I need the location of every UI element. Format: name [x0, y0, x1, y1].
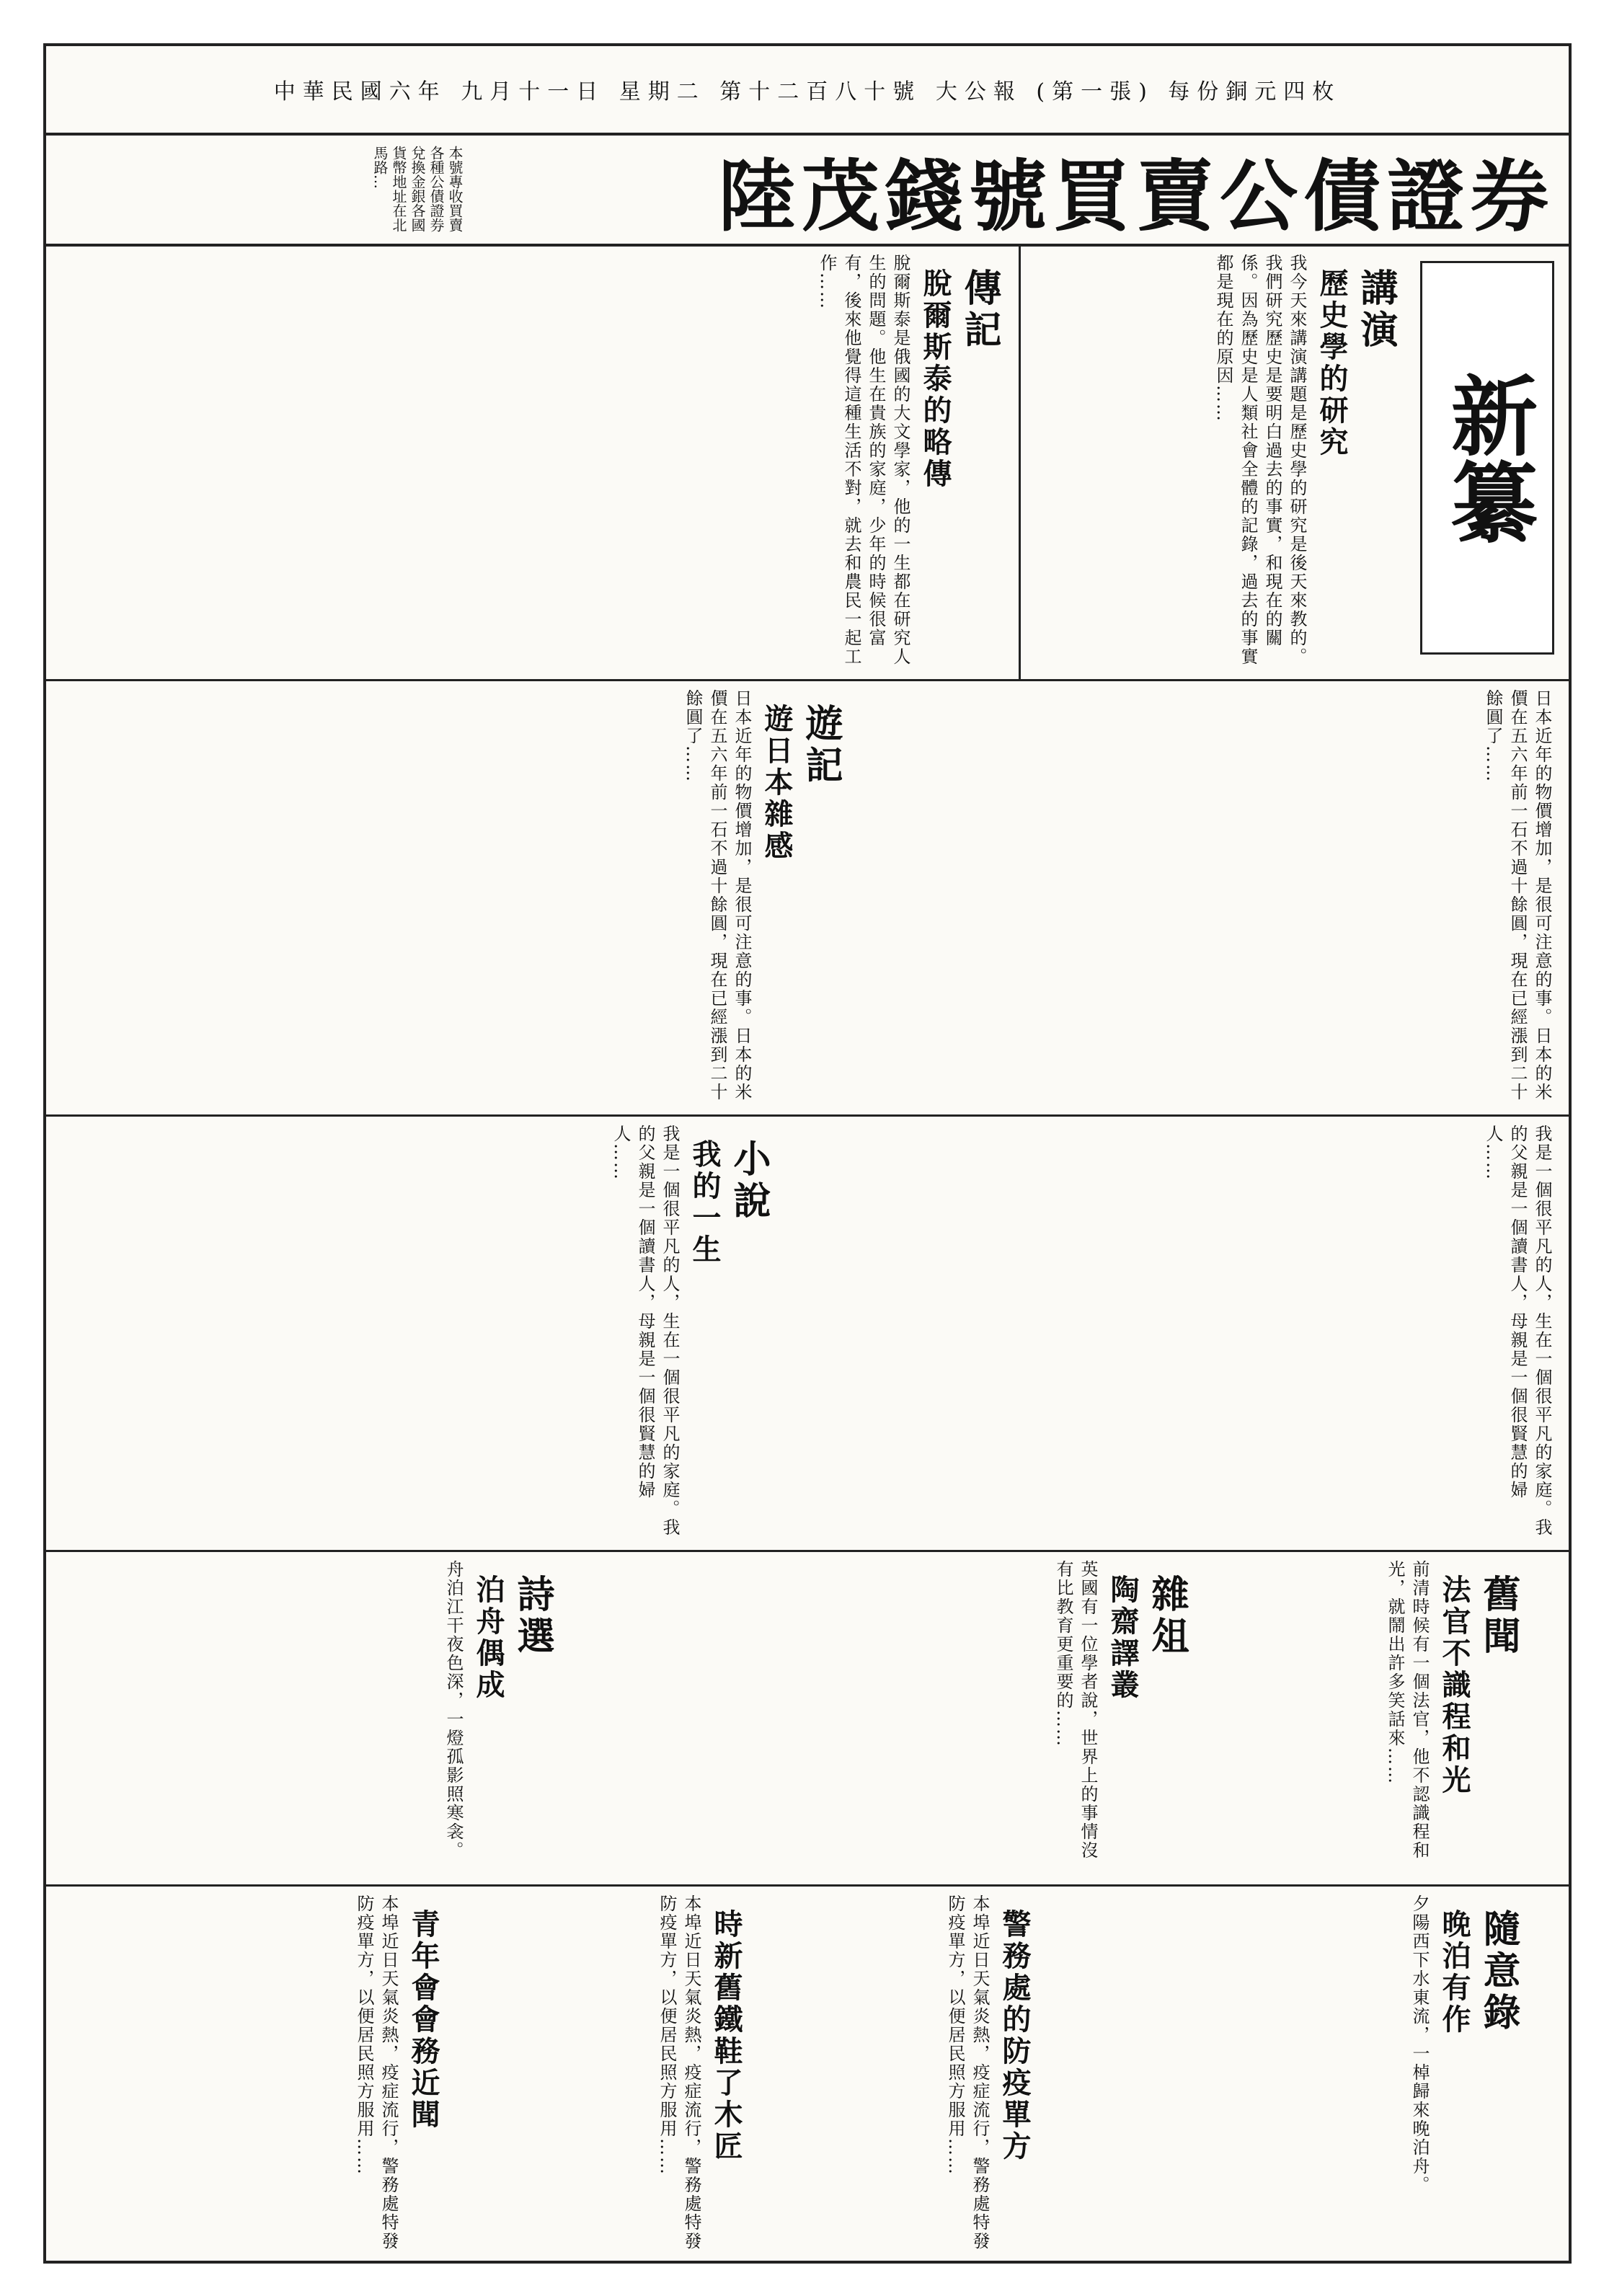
lecture-title: 歷史學的研究 [1315, 268, 1349, 458]
news-body: 前清時候有一個法官，他不認識程和光，就鬧出許多笑話來…… [1385, 1560, 1430, 1860]
novel-body-2: 我是一個很平凡的人，生在一個很平凡的家庭。我的父親是一個讀書人，母親是一個很賢慧的婦人…… [611, 1125, 680, 1537]
notes-body: 夕陽西下水東流，一棹歸來晚泊舟。 [1409, 1894, 1430, 2194]
banner-notes: 本號專收買賣各種公債證券兌換金銀各國貨幣地址在北馬路… [371, 146, 464, 232]
travel-body-2: 日本近年的物價增加，是很可注意的事。日本的米價在五六年前一石不過十餘圓，現在已經漲到二十餘圓了…… [683, 689, 752, 1102]
lecture-body: 我今天來講演講題是歷史學的研究是後天來教的。我們研究歷史是要明白過去的事實，和現在的關係。因為歷史是人類社會全體的記錄，過去的事實都是現在的原因…… [1213, 254, 1307, 666]
notes-heading: 隨意錄 [1476, 1909, 1520, 2034]
essay-heading: 雜俎 [1145, 1574, 1189, 1658]
section-novel [46, 1117, 1569, 1552]
misc-body-3: 本埠近日天氣炎熱，疫症流行，警務處特發防疫單方，以便居民照方服用…… [354, 1894, 399, 2251]
biography-body: 脫爾斯泰是俄國的大文學家，他的一生都在研究人生的問題。他生在貴族的家庭，少年的時候很富有，後來他覺得這種生活不對，就去和農民一起工作…… [817, 254, 910, 666]
section-essay [46, 1553, 1569, 1887]
lecture-heading: 講演 [1354, 268, 1398, 352]
misc-title-1: 警務處的防疫單方 [998, 1909, 1032, 2163]
masthead [46, 46, 1569, 136]
misc-title-2: 時新舊鐵鞋了木匠 [709, 1909, 743, 2163]
misc-body: 本埠近日天氣炎熱，疫症流行，警務處特發防疫單方，以便居民照方服用…… [945, 1894, 990, 2251]
newspaper-page [43, 43, 1572, 2264]
poetry-title: 泊舟偶成 [471, 1574, 505, 1701]
travel-heading: 遊記 [799, 704, 843, 787]
section-travel [46, 682, 1569, 1117]
banner-title: 陸茂錢號買賣公債證券 [717, 151, 1554, 242]
misc-body-2: 本埠近日天氣炎熱，疫症流行，警務處特發防疫單方，以便居民照方服用…… [657, 1894, 701, 2251]
essay-body: 英國有一位學者說，世界上的事情沒有比教育更重要的…… [1053, 1560, 1098, 1860]
travel-title: 遊日本雜感 [760, 704, 794, 862]
novel-heading: 小說 [727, 1139, 771, 1223]
essay-title: 陶齋譯叢 [1106, 1574, 1140, 1701]
section-bottom [46, 1887, 1569, 2262]
novel-title: 我的一生 [688, 1139, 722, 1266]
news-heading: 舊聞 [1476, 1574, 1520, 1658]
poetry-heading: 詩選 [510, 1574, 554, 1658]
novel-body: 我是一個很平凡的人，生在一個很平凡的家庭。我的父親是一個讀書人，母親是一個很賢慧的婦人…… [1483, 1125, 1552, 1537]
advertisement-banner [46, 136, 1569, 247]
news-title: 法官不識程和光 [1437, 1574, 1471, 1796]
biography-title: 脫爾斯泰的略傳 [918, 268, 952, 490]
masthead-text: 中華民國六年 九月十一日 星期二 第十二百八十號 大公報 (第一張) 每份銅元四枚 [273, 79, 1342, 105]
biography-heading: 傳記 [957, 268, 1001, 352]
column-label-xinzuan: 新纂 [1420, 261, 1554, 655]
misc-title-3: 青年會會務近聞 [407, 1909, 440, 2131]
section-top [46, 247, 1569, 681]
poetry-body: 舟泊江干夜色深，一燈孤影照寒衾。 [443, 1560, 464, 1860]
divider [1019, 247, 1021, 679]
travel-body: 日本近年的物價增加，是很可注意的事。日本的米價在五六年前一石不過十餘圓，現在已經漲到二十餘圓了…… [1483, 689, 1552, 1102]
notes-title: 晚泊有作 [1437, 1909, 1471, 2036]
